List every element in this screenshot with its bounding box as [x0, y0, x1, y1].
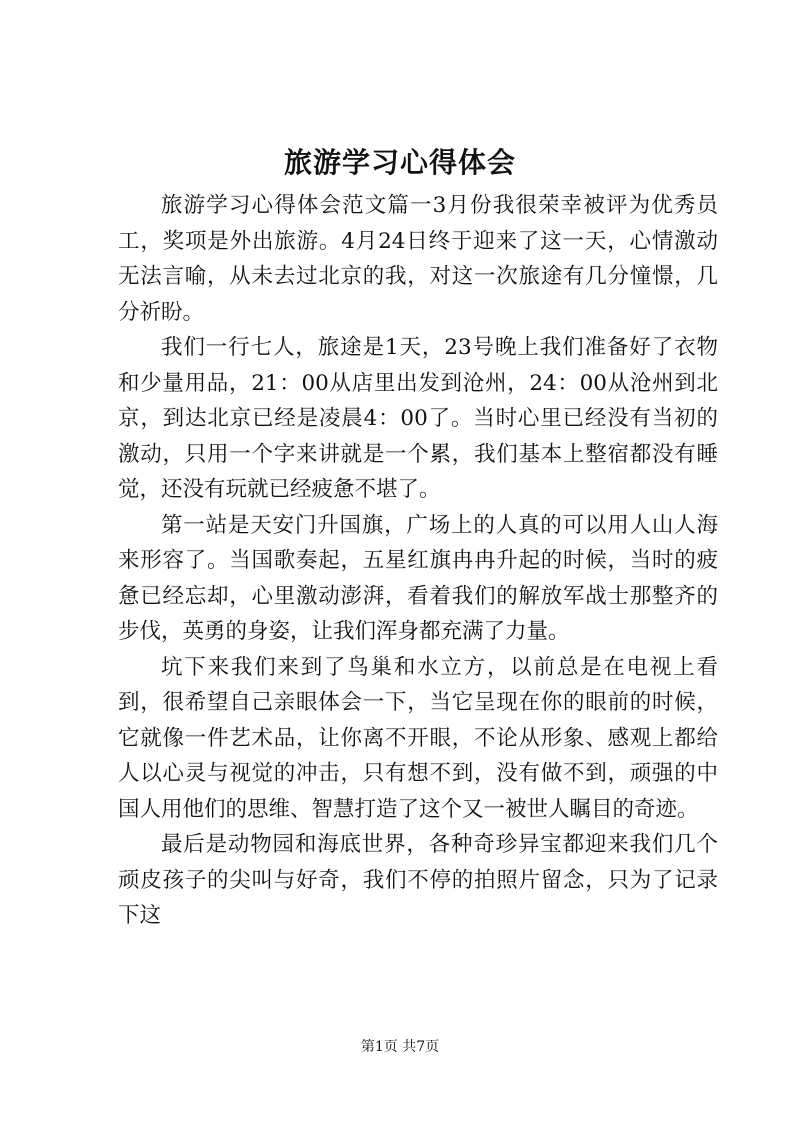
paragraph-2: 我们一行七人，旅途是1天，23号晚上我们准备好了衣物和少量用品，21：00从店里出发到沧州，24：00从沧州到北京，到达北京已经是凌晨4：00了。当时心里已经没有当初的激动，只用一个字来讲就是一个累，我们基本上整宿都没有睡觉，还没有玩就已经疲惫不堪了。	[118, 335, 718, 502]
paragraph-3: 第一站是天安门升国旗，广场上的人真的可以用人山人海来形容了。当国歌奏起，五星红旗冉冉升起的时候，当时的疲惫已经忘却，心里激动澎湃，看着我们的解放军战士那整齐的步伐，英勇的身姿，让我们浑身都充满了力量。	[118, 512, 718, 644]
paragraph-1: 旅游学习心得体会范文篇一3月份我很荣幸被评为优秀员工，奖项是外出旅游。4月24日终于迎来了这一天，心情激动无法言喻，从未去过北京的我，对这一次旅途有几分憧憬，几分祈盼。	[118, 193, 718, 325]
document-body	[118, 188, 718, 934]
page-footer: 第1页 共7页	[360, 1039, 440, 1055]
document-title: 旅游学习心得体会	[283, 146, 516, 179]
paragraph-4: 坑下来我们来到了鸟巢和水立方，以前总是在电视上看到，很希望自己亲眼体会一下，当它呈现在你的眼前的时候，它就像一件艺术品，让你离不开眼，不论从形象、感观上都给人以心灵与视觉的冲击，只有想不到，没有做不到，顽强的中国人用他们的思维、智慧打造了这个又一被世人瞩目的奇迹。	[118, 654, 718, 822]
paragraph-5: 最后是动物园和海底世界，各种奇珍异宝都迎来我们几个顽皮孩子的尖叫与好奇，我们不停的拍照片留念，只为了记录下这	[118, 832, 718, 928]
